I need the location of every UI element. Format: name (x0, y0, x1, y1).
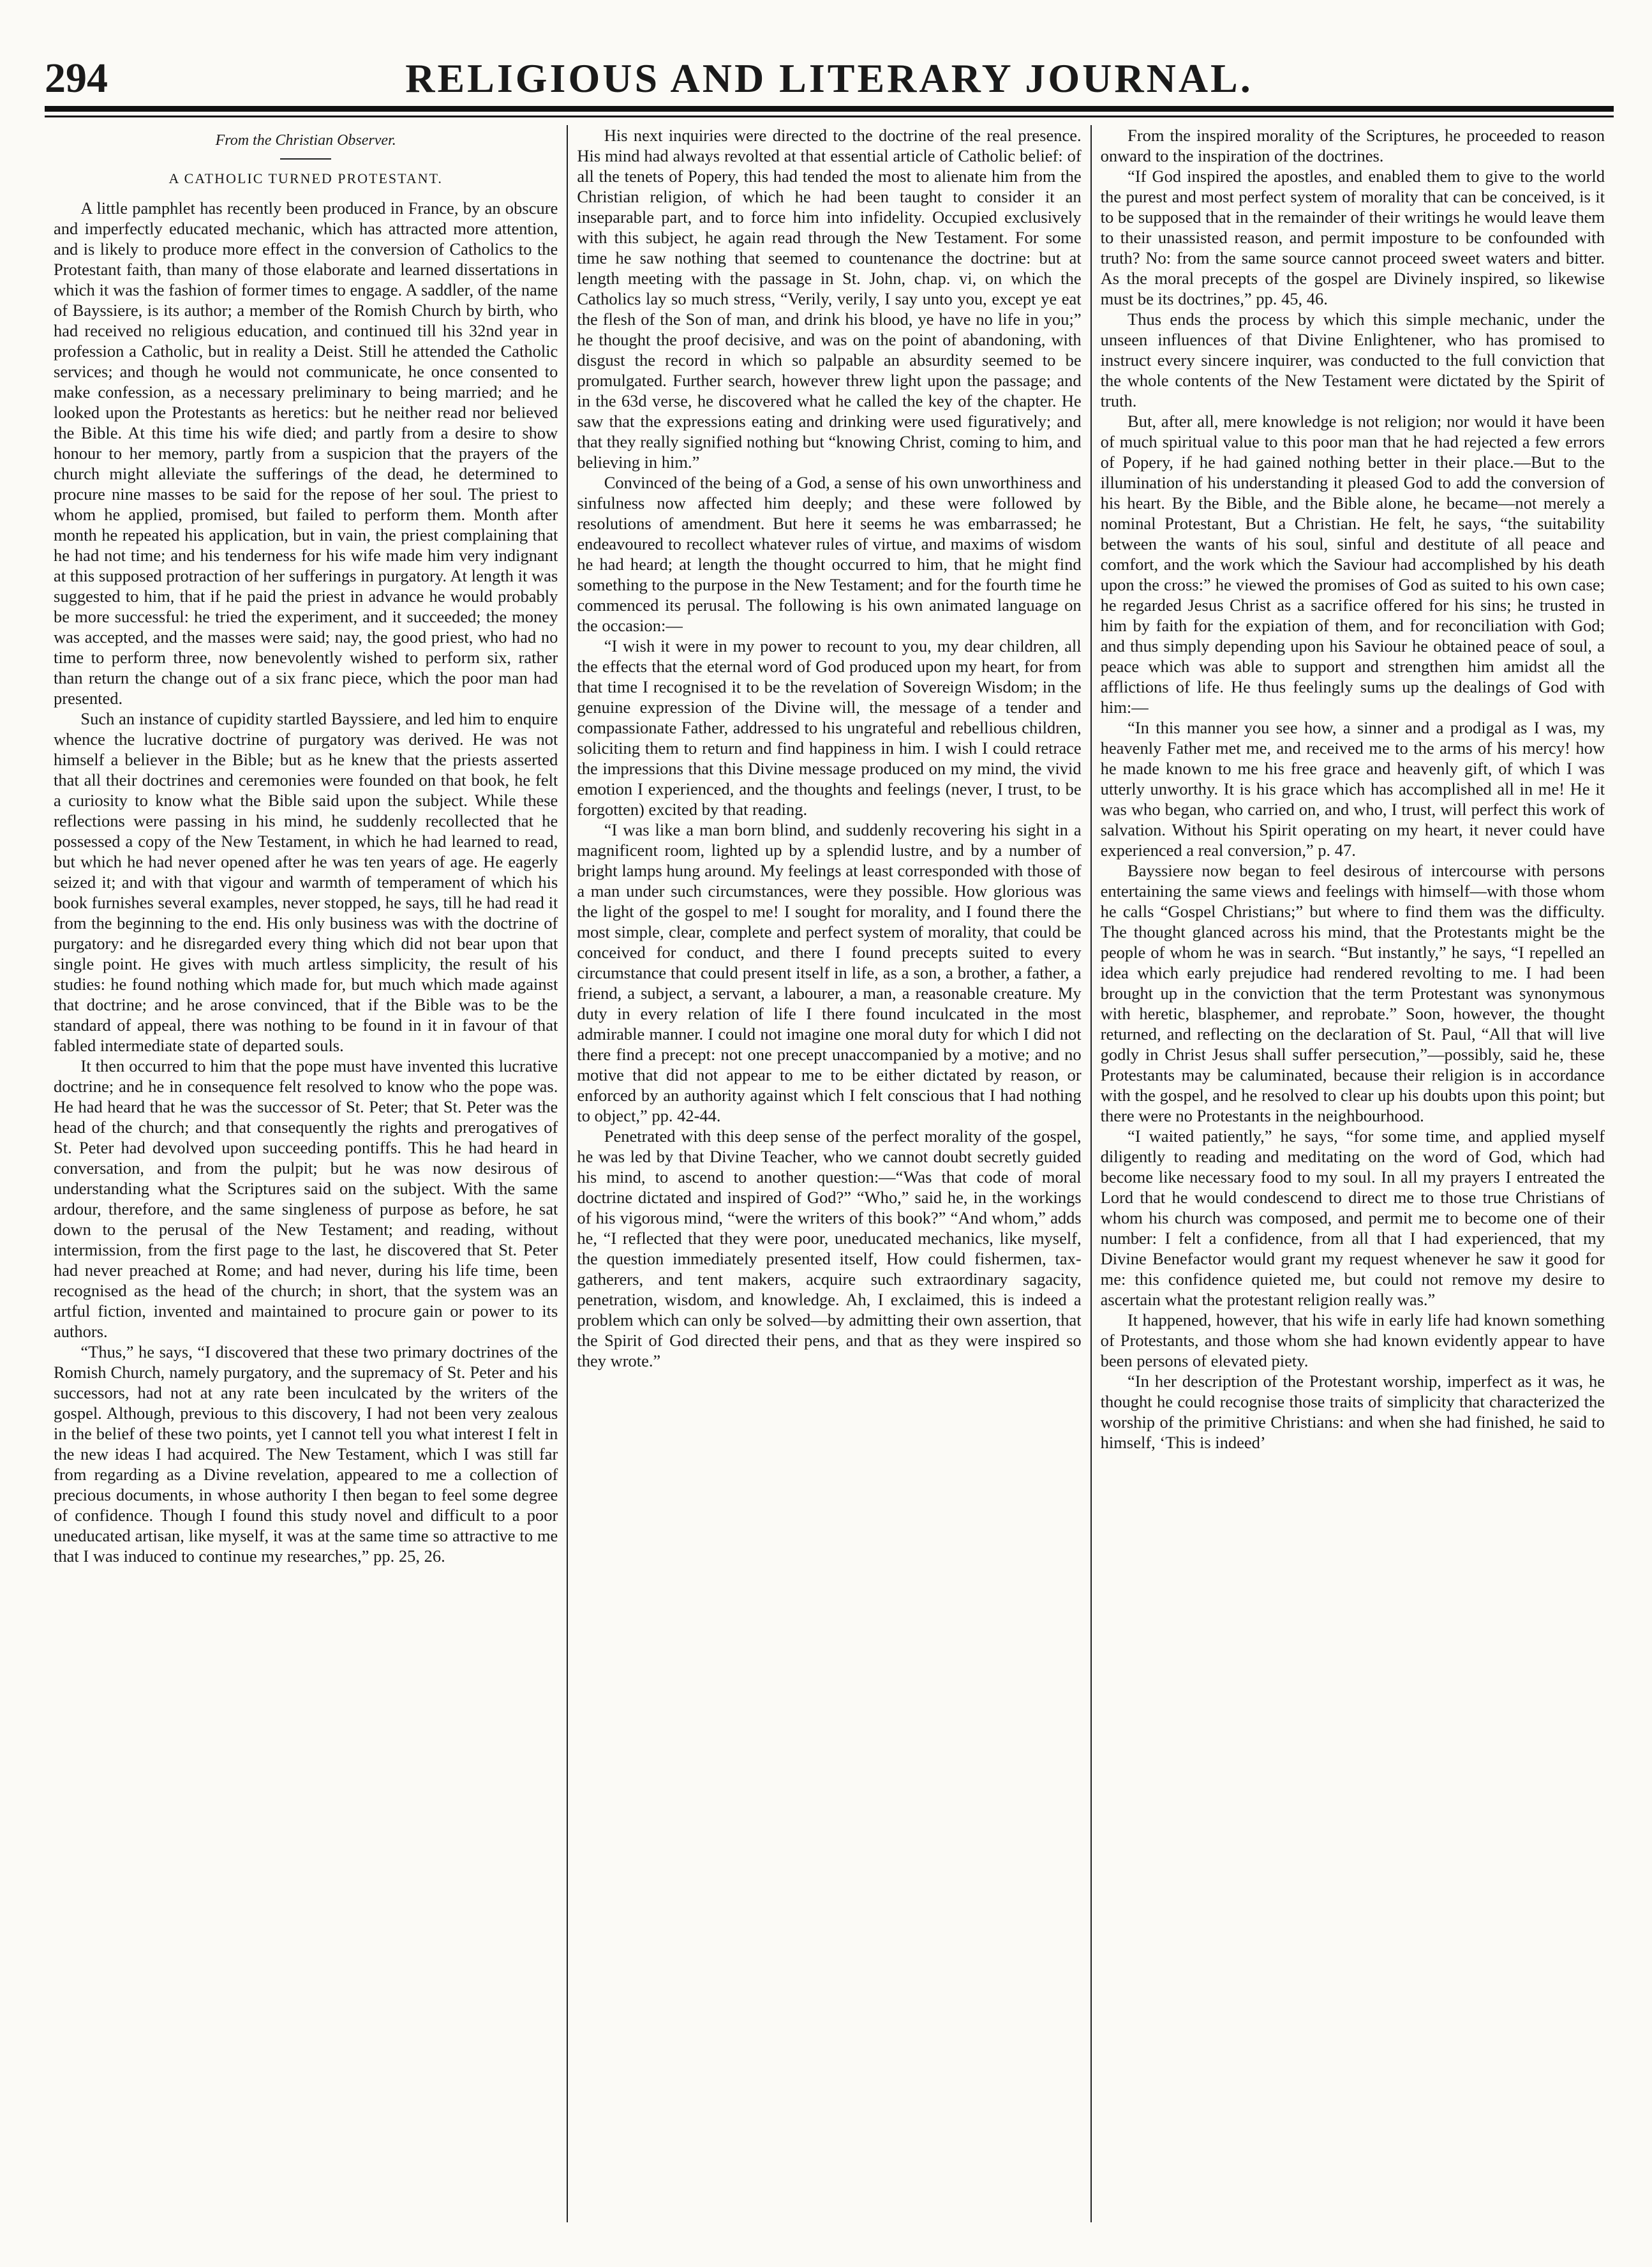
article-columns (45, 125, 1614, 2222)
paragraph: “Thus,” he says, “I discovered that these two primary doctrines of the Romish Church, namely purgatory, and the supremacy of St. Peter and his successors, had not at any rate been inculcated by the writers of the gospel. Although, previous to this discovery, I had not been very zealous in the belief of these two points, yet I cannot tell you what interest I felt in the new ideas I had acquired. The New Testament, which I was still far from regarding as a Divine revelation, appeared to me a collection of precious documents, in whose authority I then began to feel some degree of confidence. Though I found this study novel and difficult to a poor uneducated artisan, like myself, it was at the same time so attractive to me that I was induced to continue my researches,” pp. 25, 26. (54, 1342, 558, 1566)
masthead-rule-thin (45, 116, 1614, 117)
paragraph: “I wish it were in my power to recount to you, my dear children, all the effects that the eternal word of God produced upon my heart, for from that time I recognised it to be the revelation of Sovereign Wisdom; in the genuine expression of the Divine will, the message of a tender and compassionate Father, addressed to his ungrateful and rebellious children, soliciting them to return and find happiness in him. I wish I could retrace the impressions that this Divine message produced on my mind, the vivid emotion I experienced, and the thoughts and feelings (never, I trust, to be forgotten) excited by that reading. (577, 636, 1082, 819)
journal-title: RELIGIOUS AND LITERARY JOURNAL. (405, 56, 1253, 101)
paragraph: “I was like a man born blind, and suddenly recovering his sight in a magnificent room, lighted up by a splendid lustre, and by a number of bright lamps hung around. My feelings at least corresponded with those of a man under such circumstances, were they possible. How glorious was the light of the gospel to me! I sought for morality, and I found there the most simple, clear, complete and perfect system of morality, that could be conceived for conduct, and there I found precepts suited to every circumstance that could present itself in life, as a son, a brother, a father, a friend, a subject, a servant, a labourer, a man, a reasonable creature. My duty in every relation of life I there found inculcated in the most admirable manner. I could not imagine one moral duty for which I did not there find a precept: not one precept unaccompanied by a motive; and no motive that did not appear to me to be either dictated by reason, or enforced by an authority against which I felt conscious that I had nothing to object,” pp. 42-44. (577, 820, 1082, 1125)
article-source: From the Christian Observer. (215, 132, 396, 149)
paragraph: It then occurred to him that the pope must have invented this lucrative doctrine; and he in consequence felt resolved to know who the pope was. He had heard that he was the successor of St. Peter; that St. Peter was the head of the church; and that consequently the rights and prerogatives of St. Peter had devolved upon succeeding pontiffs. This he had heard in conversation, and from the pulpit; but he was now desirous of understanding what the Scriptures said on the subject. With the same ardour, therefore, and the same singleness of purpose as before, he sat down to the perusal of the New Testament; and reading, without intermission, from the first page to the last, he discovered that St. Peter had never preached at Rome; and had never, during his life time, been recognised as the head of the church; in short, that the system was an artful fiction, invented and maintained to procure gain or power to its authors. (54, 1056, 558, 1341)
column-1 (45, 125, 567, 2222)
paragraph: Thus ends the process by which this simple mechanic, under the unseen influences of that Divine Enlightener, who has promised to instruct every sincere inquirer, was conducted to the full conviction that the whole contents of the New Testament were dictated by the Spirit of truth. (1100, 310, 1605, 410)
column-2 (567, 125, 1090, 2222)
column-3 (1090, 125, 1614, 2222)
masthead-rule (45, 106, 1614, 112)
paragraph: “If God inspired the apostles, and enabled them to give to the world the purest and most perfect system of morality that can be conceived, is it to be supposed that in the remainder of their writings he would leave them to their unassisted reason, and permit imposture to be confounded with truth? No: from the same source cannot proceed sweet waters and bitter. As the moral precepts of the gospel are Divinely inspired, so likewise must be its doctrines,” pp. 45, 46. (1100, 167, 1605, 308)
article-heading: A CATHOLIC TURNED PROTESTANT. (168, 170, 443, 186)
masthead (45, 56, 1614, 101)
paragraph: “In her description of the Protestant worship, imperfect as it was, he thought he could recognise those traits of simplicity that characterized the worship of the primitive Christians: and when she had finished, he said to himself, ‘This is indeed’ (1100, 1372, 1605, 1452)
paragraph: Penetrated with this deep sense of the perfect morality of the gospel, he was led by that Divine Teacher, who we cannot doubt secretly guided his mind, to ascend to another question:—“Was that code of moral doctrine dictated and inspired of God?” “Who,” said he, in the workings of his vigorous mind, “were the writers of this book?” “And whom,” adds he, “I reflected that they were poor, uneducated mechanics, like myself, the question immediately presented itself, How could fishermen, tax-gatherers, and tent makers, acquire such extraordinary sagacity, penetration, wisdom, and knowledge. Ah, I exclaimed, this is indeed a problem which can only be solved—by admitting their own assertion, that the Spirit of God directed their pens, and that as they were inspired so they wrote.” (577, 1126, 1082, 1370)
paragraph: But, after all, mere knowledge is not religion; nor would it have been of much spiritual value to this poor man that he had rejected a few errors of Popery, if he had gained nothing better in their place.—But to the illumination of his understanding it pleased God to add the conversion of his heart. By the Bible, and the Bible alone, he became—not merely a nominal Protestant, But a Christian. He felt, he says, “the suitability between the wants of his soul, sinful and destitute of all peace and comfort, and the work which the Saviour had accomplished by his death upon the cross:” he viewed the promises of God as suited to his own case; he regarded Jesus Christ as a sacrifice offered for his sins; he trusted in him by faith for the expiation of them, and for reconciliation with God; and thus simply depending upon his Saviour he obtained peace of soul, a peace which was able to support and strengthen him amidst all the afflictions of life. He thus feelingly sums up the dealings of God with him:— (1100, 412, 1605, 717)
paragraph: His next inquiries were directed to the doctrine of the real presence. His mind had always revolted at that essential article of Catholic belief: of all the tenets of Popery, this had tended the most to alienate him from the Christian religion, of which he had been taught to consider it an inseparable part, and to force him into infidelity. Occupied exclusively with this subject, he again read through the New Testament. For some time he saw nothing that seemed to countenance the doctrine: but at length meeting with the passage in St. John, chap. vi, on which the Catholics lay so much stress, “Verily, verily, I say unto you, except ye eat the flesh of the Son of man, and drink his blood, ye have no life in you;” he thought the proof decisive, and was on the point of abandoning, with disgust the record in which so palpable an absurdity seemed to be promulgated. Further search, however threw light upon the passage; and in the 63d verse, he discovered what he called the key of the chapter. He saw that the expressions eating and drinking were used figuratively; and that they really signified nothing but “knowing Christ, coming to him, and believing in him.” (577, 126, 1082, 472)
paragraph: Such an instance of cupidity startled Bayssiere, and led him to enquire whence the lucrative doctrine of purgatory was derived. He was not himself a believer in the Bible; but as he knew that the priests asserted that all their doctrines and ceremonies were founded on that book, he felt a curiosity to know what the Bible said upon the subject. While these reflections were passing in his mind, he suddenly recollected that he possessed a copy of the New Testament, in which he had learned to read, but which he had never opened after he was ten years of age. He eagerly seized it; and with that vigour and warmth of temperament of which his book furnishes several examples, never stopped, he says, till he had read it from the beginning to the end. His only business was with the doctrine of purgatory: and he disregarded every thing which did not bear upon that single point. He gives with much artless simplicity, the result of his studies: he found nothing which made for, but much which made against that doctrine; and he arose convinced, that if the Bible was to be the standard of appeal, there was nothing to be found in it in favour of that fabled intermediate state of departed souls. (54, 709, 558, 1055)
paragraph: It happened, however, that his wife in early life had known something of Protestants, and those whom she had known evidently appear to have been persons of elevated piety. (1100, 1310, 1605, 1370)
page-number: 294 (45, 55, 108, 101)
paragraph: Convinced of the being of a God, a sense of his own unworthiness and sinfulness now affected him deeply; and these were followed by resolutions of amendment. But here it seems he was embarrassed; he endeavoured to recollect whatever rules of virtue, and maxims of wisdom he had heard; at length the thought occurred to him, that he might find something to the purpose in the New Testament; and for the fourth time he commenced its perusal. The following is his own animated language on the occasion:— (577, 473, 1082, 635)
paragraph: A little pamphlet has recently been produced in France, by an obscure and imperfectly educated mechanic, which has attracted more attention, and is likely to produce more effect in the conversion of Catholics to the Protestant faith, than many of those elaborate and learned dissertations in which it was the fashion of former times to engage. A saddler, of the name of Bayssiere, is its author; a member of the Romish Church by birth, who had received no religious education, and continued till his 32nd year in profession a Catholic, but in reality a Deist. Still he attended the Catholic services; and though he would not communicate, he once consented to make confession, as a necessary preliminary to being married; and he looked upon the Protestants as heretics: but he neither read nor believed the Bible. At this time his wife died; and partly from a desire to show honour to her memory, partly from a suspicion that the prayers of the church might alleviate the sufferings of the dead, he determined to procure nine masses to be said for the repose of her soul. The priest to whom he applied, promised, but failed to perform them. Month after month he repeated his application, but in vain, the priest complaining that he had not time; and his tenderness for his wife made him very indignant at this supposed protraction of her sufferings in purgatory. At length it was suggested to him, that if he paid the priest in advance he would probably be more successful: he tried the experiment, and it succeeded; the money was accepted, and the masses were said; nay, the good priest, who had no time to perform three, now benevolently wished to perform six, rather than return the change out of a six franc piece, which the poor man had presented. (54, 198, 558, 708)
paragraph: From the inspired morality of the Scriptures, he proceeded to reason onward to the inspiration of the doctrines. (1100, 126, 1605, 165)
paragraph: “I waited patiently,” he says, “for some time, and applied myself diligently to reading and meditating on the word of God, which had become like necessary food to my soul. In all my prayers I entreated the Lord that he would condescend to direct me to those true Christians of whom his church was composed, and permit me to become one of their number: I felt a confidence, from all that I had experienced, that my Divine Benefactor would grant my request whenever he saw it good for me: this confidence quieted me, but could not remove my desire to ascertain what the protestant religion really was.” (1100, 1126, 1605, 1309)
heading-rule (280, 158, 331, 160)
paragraph: “In this manner you see how, a sinner and a prodigal as I was, my heavenly Father met me, and received me to the arms of his mercy! how he made known to me his free grace and heavenly gift, of which I was utterly unworthy. It is his grace which has accomplished all in me! He it was who began, who carried on, and who, I trust, will perfect this work of salvation. Without his Spirit operating on my heart, it never could have experienced a real conversion,” p. 47. (1100, 718, 1605, 860)
paragraph: Bayssiere now began to feel desirous of intercourse with persons entertaining the same views and feelings with himself—with those whom he calls “Gospel Christians;” but where to find them was the difficulty. The thought glanced across his mind, that the Protestants might be the people of whom he was in search. “But instantly,” he says, “I repelled an idea which early prejudice had rendered revolting to me. I had been brought up in the conviction that the term Protestant was synonymous with heretic, blasphemer, and reprobate.” Soon, however, the thought returned, and reflecting on the declaration of St. Paul, “All that will live godly in Christ Jesus shall suffer persecution,”—possibly, said he, these Protestants may be caluminated, because their religion is in accordance with the gospel, and he resolved to clear up his doubts upon this point; but there were no Protestants in the neighbourhood. (1100, 861, 1605, 1125)
